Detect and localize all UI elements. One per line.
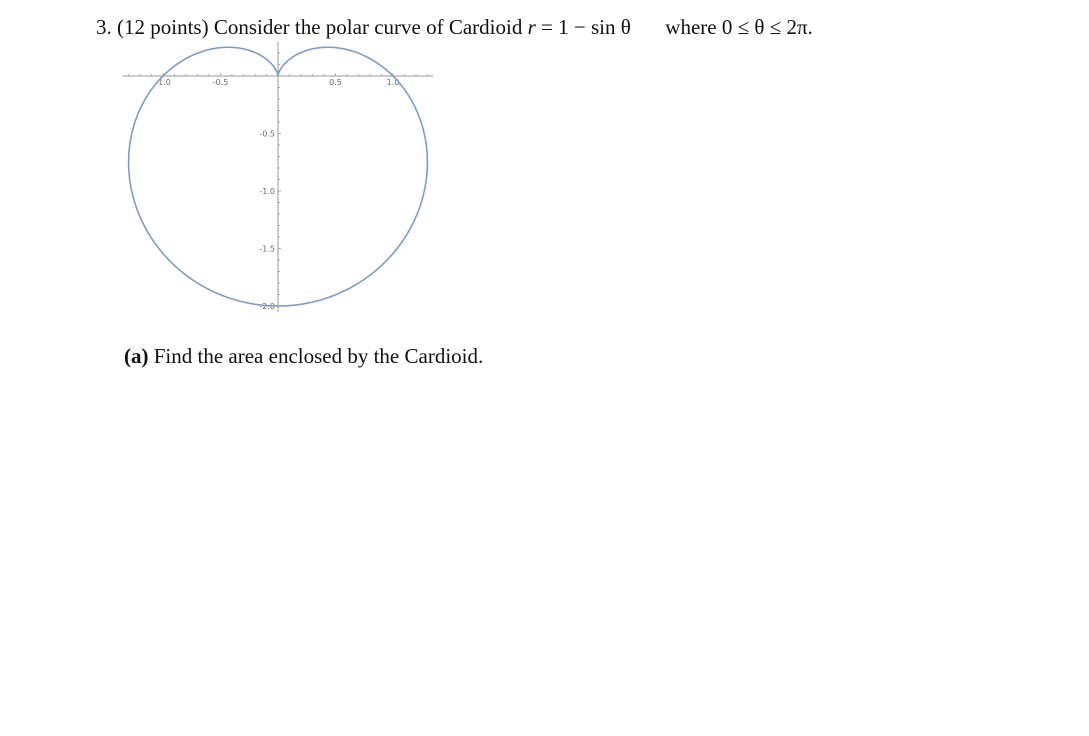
x-tick-label: -1.0 <box>155 78 171 87</box>
domain-text: where 0 ≤ θ ≤ 2π. <box>665 15 813 39</box>
part-a-label: (a) <box>124 344 149 368</box>
equation-variable: r <box>527 15 536 39</box>
y-tick-label: -0.5 <box>259 129 275 139</box>
tick-labels <box>155 78 399 311</box>
problem-text: Consider the polar curve of Cardioid <box>213 15 523 39</box>
problem-points: (12 points) <box>117 15 209 39</box>
x-tick-label: 1.0 <box>386 78 400 87</box>
part-a <box>124 342 483 370</box>
part-a-text: Find the area enclosed by the Cardioid. <box>153 344 484 368</box>
y-tick-label: -2.0 <box>259 302 275 311</box>
x-tick-label: -0.5 <box>212 78 229 87</box>
cardioid-plot-svg <box>118 38 438 314</box>
equation-rhs: = 1 − sin θ <box>541 15 631 39</box>
y-tick-label: -1.0 <box>259 187 275 196</box>
cardioid-plot <box>118 38 438 314</box>
equation <box>528 15 631 39</box>
problem-number: 3. <box>96 15 112 39</box>
x-tick-label: 0.5 <box>329 78 342 87</box>
y-tick-label: -1.5 <box>259 244 275 254</box>
problem-statement <box>96 13 813 41</box>
